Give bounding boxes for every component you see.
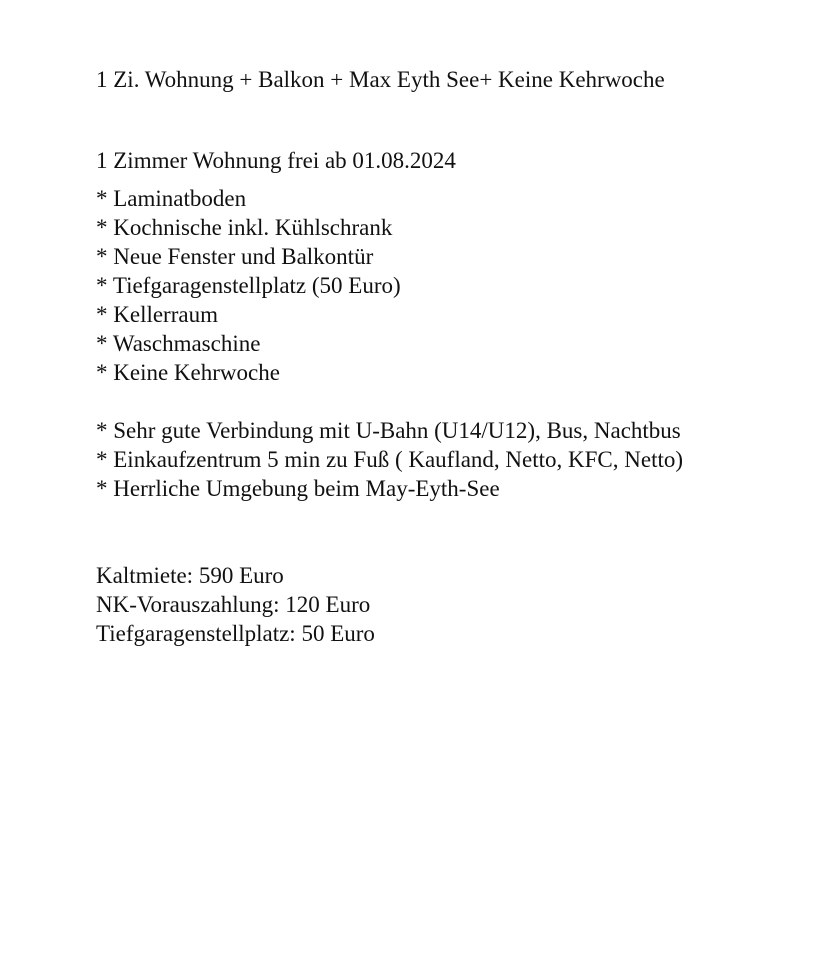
feature-kitchenette: * Kochnische inkl. Kühlschrank bbox=[96, 215, 393, 240]
document-content bbox=[96, 64, 716, 648]
availability-text: 1 Zimmer Wohnung frei ab 01.08.2024 bbox=[96, 148, 456, 173]
location-transport: * Sehr gute Verbindung mit U-Bahn (U14/U12), Bus, Nachtbus bbox=[96, 418, 681, 443]
feature-garage-space: * Tiefgaragenstellplatz (50 Euro) bbox=[96, 273, 401, 298]
cold-rent: Kaltmiete: 590 Euro bbox=[96, 563, 284, 588]
utility-prepayment: NK-Vorauszahlung: 120 Euro bbox=[96, 592, 371, 617]
feature-cellar: * Kellerraum bbox=[96, 302, 218, 327]
location-surroundings: * Herrliche Umgebung beim May-Eyth-See bbox=[96, 476, 500, 501]
location-shopping: * Einkaufzentrum 5 min zu Fuß ( Kaufland, Netto, KFC, Netto) bbox=[96, 447, 684, 472]
feature-no-cleaning-week: * Keine Kehrwoche bbox=[96, 360, 280, 385]
feature-list bbox=[96, 184, 716, 387]
listing-title: 1 Zi. Wohnung + Balkon + Max Eyth See+ Keine Kehrwoche bbox=[96, 67, 665, 92]
feature-windows-balcony-door: * Neue Fenster und Balkontür bbox=[96, 244, 374, 269]
garage-price: Tiefgaragenstellplatz: 50 Euro bbox=[96, 621, 375, 646]
price-list bbox=[96, 561, 716, 648]
feature-washing-machine: * Waschmaschine bbox=[96, 331, 261, 356]
feature-laminate: * Laminatboden bbox=[96, 186, 247, 211]
location-list bbox=[96, 416, 716, 503]
